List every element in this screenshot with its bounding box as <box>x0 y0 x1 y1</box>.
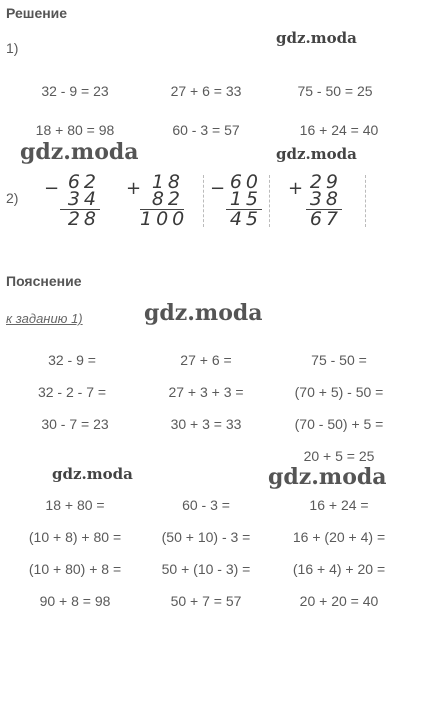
equation: 32 - 9 = <box>48 352 96 368</box>
equation: 27 + 3 + 3 = <box>168 384 244 400</box>
equation: (10 + 8) + 80 = <box>28 529 122 545</box>
plus-sign: + <box>126 178 142 199</box>
minus-sign: − <box>210 178 226 199</box>
explanation-heading: Пояснение <box>6 273 82 289</box>
result: 28 <box>67 208 100 230</box>
equation: 16 + 24 = <box>309 497 369 513</box>
equation: 18 + 80 = 98 <box>35 122 115 138</box>
equation: 27 + 6 = <box>180 352 232 368</box>
minus-sign: − <box>44 178 60 199</box>
bottom-operand: 82 <box>151 188 184 210</box>
equation: 20 + 5 = 25 <box>303 448 375 464</box>
equation: (50 + 10) - 3 = <box>161 529 251 545</box>
top-operand: 29 <box>309 171 342 193</box>
equation: 75 - 50 = <box>311 352 367 368</box>
result: 67 <box>309 208 342 230</box>
equation: 50 + 7 = 57 <box>170 593 242 609</box>
task-1-link[interactable]: к заданию 1) <box>6 311 83 326</box>
column-addition-1 <box>126 171 189 230</box>
top-operand: 62 <box>67 171 100 193</box>
equation: 27 + 6 = 33 <box>170 83 242 99</box>
result: 45 <box>229 208 262 230</box>
equation: (10 + 80) + 8 = <box>28 561 122 577</box>
top-operand: 60 <box>229 171 262 193</box>
equation: 60 - 3 = <box>182 497 230 513</box>
column-subtraction-1 <box>44 171 100 230</box>
watermark: gdz.moda <box>276 29 357 47</box>
column-subtraction-2 <box>210 171 262 230</box>
task-2-label: 2) <box>6 190 19 206</box>
bottom-operand: 38 <box>309 188 342 210</box>
equation: 16 + (20 + 4) = <box>292 529 386 545</box>
equation: (70 - 50) + 5 = <box>294 416 384 432</box>
bottom-operand: 15 <box>229 188 262 210</box>
plus-sign: + <box>288 178 304 199</box>
equation: 30 - 7 = 23 <box>41 416 109 432</box>
divider <box>365 175 366 227</box>
top-operand: 18 <box>151 171 184 193</box>
equation: 90 + 8 = 98 <box>39 593 111 609</box>
equation: 60 - 3 = 57 <box>172 122 240 138</box>
result: 100 <box>140 208 189 230</box>
equation: 20 + 20 = 40 <box>299 593 379 609</box>
equation: (70 + 5) - 50 = <box>294 384 384 400</box>
task-1-label: 1) <box>6 40 19 56</box>
solution-heading: Решение <box>6 5 68 21</box>
watermark: gdz.moda <box>268 464 387 490</box>
equation: 32 - 2 - 7 = <box>37 384 107 400</box>
watermark: gdz.moda <box>52 465 133 483</box>
watermark: gdz.moda <box>20 139 139 165</box>
watermark: gdz.moda <box>144 300 263 326</box>
equation: 18 + 80 = <box>45 497 105 513</box>
equation: 32 - 9 = 23 <box>41 83 109 99</box>
divider <box>269 175 270 227</box>
column-addition-2 <box>288 171 342 230</box>
equation: 16 + 24 = 40 <box>299 122 379 138</box>
equation: 30 + 3 = 33 <box>170 416 242 432</box>
bottom-operand: 34 <box>67 188 100 210</box>
equation: 50 + (10 - 3) = <box>161 561 251 577</box>
equation: 75 - 50 = 25 <box>297 83 373 99</box>
equation: (16 + 4) + 20 = <box>292 561 386 577</box>
divider <box>203 175 204 227</box>
watermark: gdz.moda <box>276 145 357 163</box>
